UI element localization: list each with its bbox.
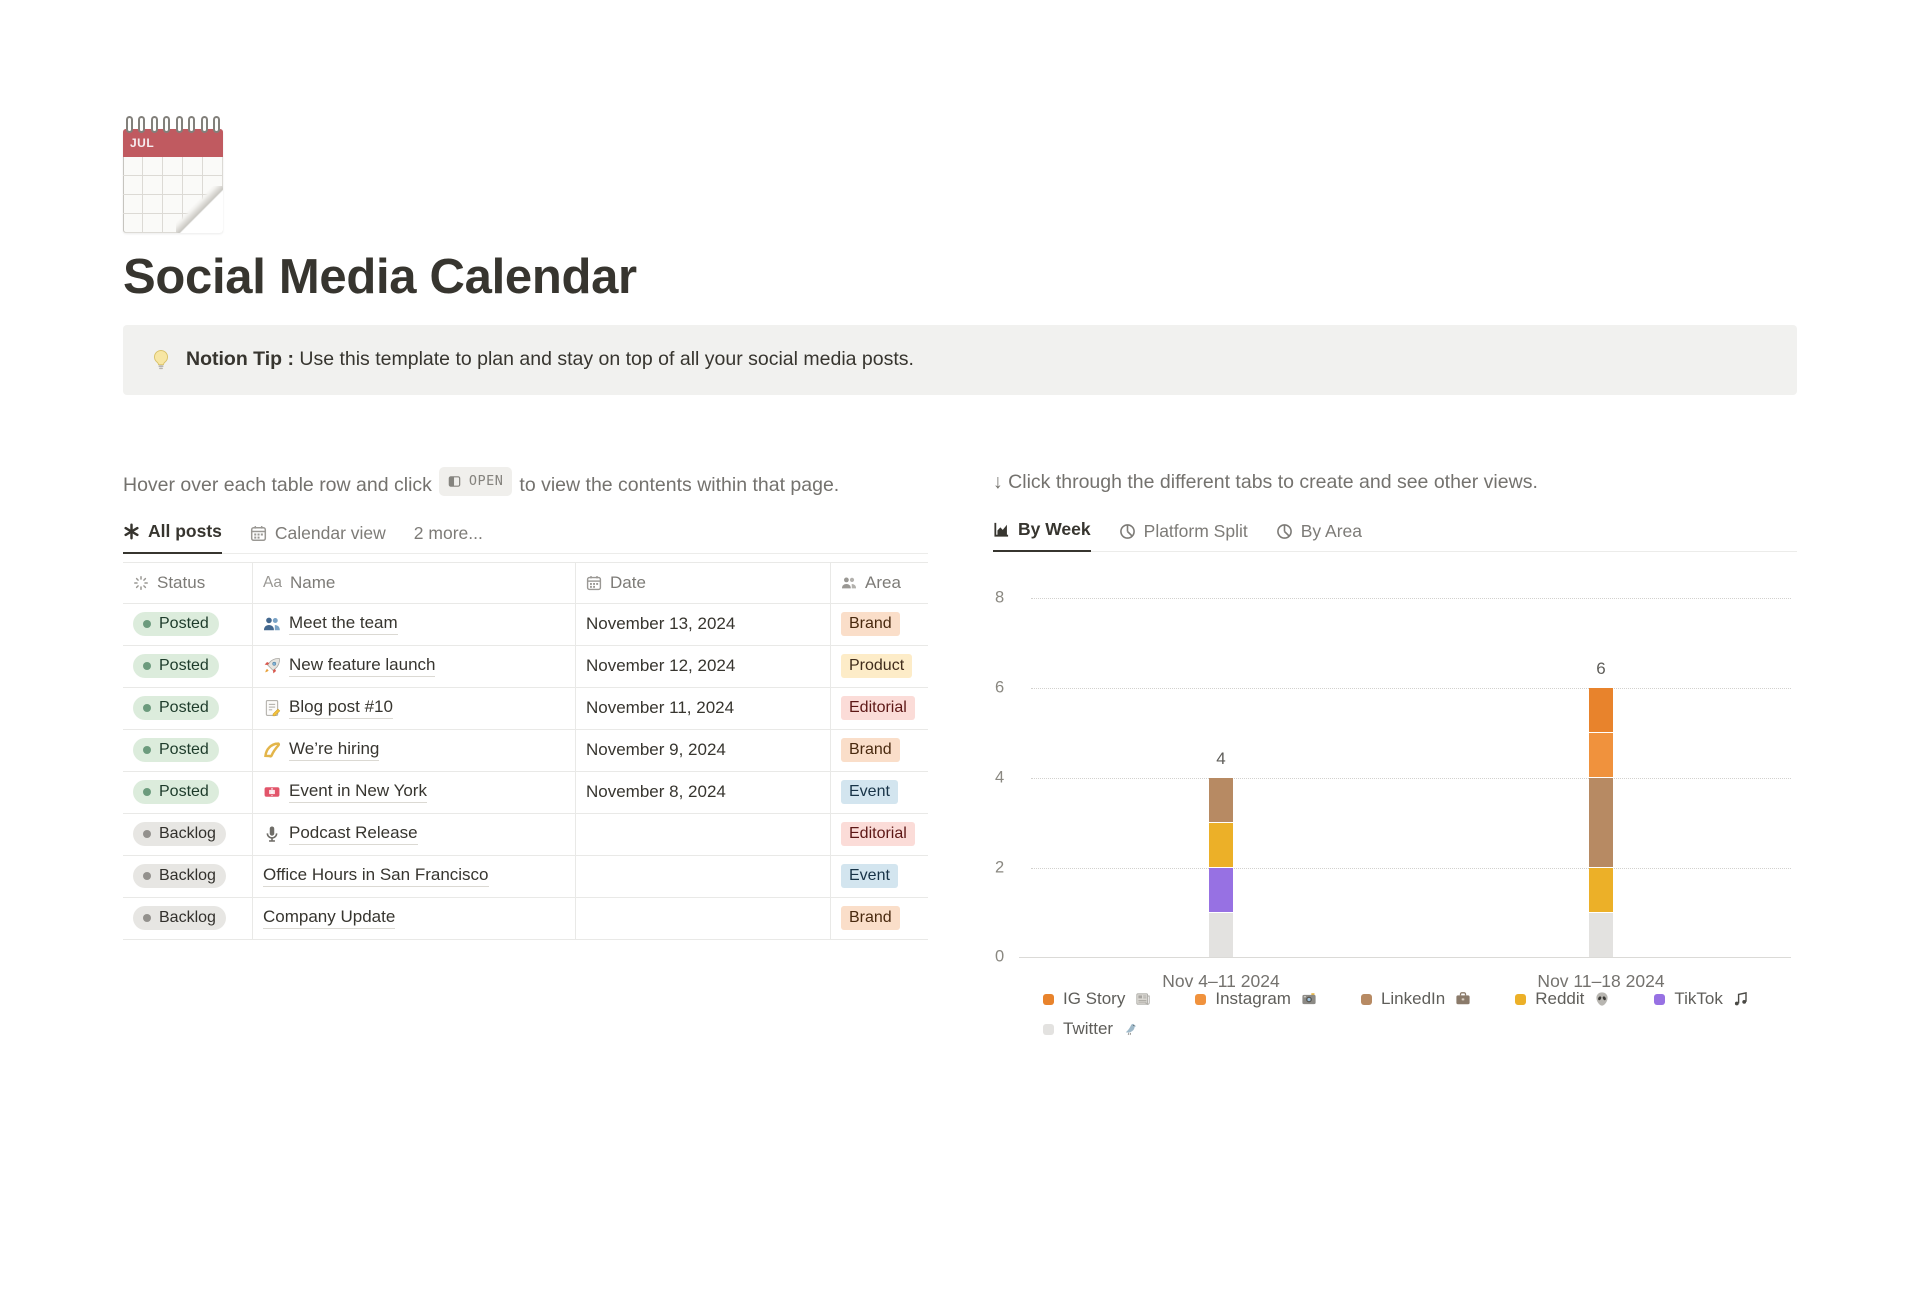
x-axis-line	[1019, 957, 1791, 958]
notion-tip-callout	[123, 325, 1797, 395]
table-row[interactable]	[123, 646, 928, 688]
area-cell[interactable]	[830, 604, 928, 645]
column-header-status[interactable]	[123, 563, 252, 603]
posts-table	[123, 562, 928, 940]
page-link-title[interactable]: Event in New York	[289, 781, 427, 803]
callout-bold-text: Notion Tip :	[186, 348, 294, 371]
area-cell[interactable]	[830, 856, 928, 897]
light-bulb-icon	[150, 349, 172, 371]
column-header-label: Status	[157, 572, 206, 592]
column-header-area[interactable]	[830, 563, 928, 603]
tab-all-posts[interactable]	[123, 521, 222, 554]
status-cell[interactable]	[123, 772, 252, 813]
open-button-badge	[439, 467, 513, 496]
aa-icon: Aa	[263, 573, 282, 591]
tab-by-area[interactable]	[1276, 521, 1362, 552]
x-axis-category-label: Nov 11–18 2024	[1537, 971, 1665, 992]
column-header-label: Area	[865, 572, 901, 592]
bar-segment-twitter	[1209, 913, 1233, 958]
bar-segment-reddit	[1589, 868, 1613, 913]
name-cell[interactable]	[252, 772, 575, 813]
area-cell[interactable]	[830, 898, 928, 939]
calendar-rings	[126, 116, 220, 133]
table-row[interactable]	[123, 688, 928, 730]
calendar-month-label: JUL	[130, 136, 155, 150]
column-header-date[interactable]	[575, 563, 830, 603]
date-cell[interactable]	[575, 772, 830, 813]
x-axis-category-label: Nov 4–11 2024	[1162, 971, 1280, 992]
date-cell[interactable]	[575, 730, 830, 771]
open-label: OPEN	[468, 472, 504, 489]
legend-item-linkedin	[1361, 989, 1471, 1009]
status-badge[interactable]	[133, 864, 226, 888]
busts-icon	[263, 615, 281, 633]
status-cell[interactable]	[123, 856, 252, 897]
area-tag[interactable]: Brand	[841, 612, 900, 636]
status-badge[interactable]	[133, 654, 219, 678]
tab-label: 2 more...	[413, 522, 483, 543]
asterisk-icon	[123, 523, 140, 540]
alien-icon	[1593, 991, 1610, 1007]
ticket-icon	[263, 783, 281, 801]
table-header-row	[123, 563, 928, 604]
area-cell[interactable]	[830, 772, 928, 813]
chart-section	[993, 467, 1797, 1040]
chart-hint-text: ↓ Click through the different tabs to create and see other views.	[993, 470, 1538, 493]
legend-label: Reddit	[1535, 989, 1585, 1009]
area-tag[interactable]: Brand	[841, 906, 900, 930]
status-badge[interactable]	[133, 738, 219, 762]
column-header-label: Date	[610, 572, 646, 592]
status-cell[interactable]	[123, 730, 252, 771]
page-icon-spiral-calendar[interactable]	[123, 116, 223, 233]
legend-item-reddit	[1515, 989, 1610, 1009]
gridline-y8	[1031, 598, 1791, 599]
tab-label: All posts	[148, 520, 222, 541]
status-dot	[143, 872, 151, 880]
page-link-title[interactable]: Office Hours in San Francisco	[263, 865, 489, 887]
area-cell[interactable]	[830, 730, 928, 771]
bar-segment-tiktok	[1209, 868, 1233, 913]
pie-chart-icon	[1276, 523, 1293, 540]
people-icon	[841, 575, 857, 591]
bar-segment-ig-story	[1589, 688, 1613, 733]
status-cell[interactable]	[123, 646, 252, 687]
area-tag[interactable]: Event	[841, 780, 898, 804]
name-cell[interactable]	[252, 688, 575, 729]
camera-icon	[1300, 991, 1317, 1007]
chart-legend	[1043, 989, 1818, 1039]
tab-calendar-view[interactable]	[250, 523, 386, 554]
status-label: Posted	[159, 741, 209, 758]
y-axis-tick-0: 0	[995, 947, 1005, 966]
legend-label: Instagram	[1215, 989, 1291, 1009]
hint-before: Hover over each table row and click	[123, 473, 432, 496]
legend-item-tiktok	[1654, 989, 1749, 1009]
status-dot	[143, 914, 151, 922]
date-value: November 9, 2024	[586, 740, 726, 759]
page-link-title[interactable]: We’re hiring	[289, 739, 379, 761]
page-title: Social Media Calendar	[123, 250, 637, 304]
bar-segment-linkedin	[1589, 778, 1613, 868]
legend-item-ig-story	[1043, 989, 1151, 1009]
gridline-y2	[1031, 868, 1791, 869]
status-cell[interactable]	[123, 898, 252, 939]
area-tag[interactable]: Brand	[841, 738, 900, 762]
date-cell[interactable]	[575, 898, 830, 939]
legend-swatch	[1654, 994, 1665, 1005]
column-header-label: Name	[289, 572, 336, 592]
chart-view-tabs	[993, 519, 1797, 552]
date-cell[interactable]	[575, 646, 830, 687]
y-axis-tick-4: 4	[995, 768, 1005, 787]
area-tag[interactable]: Product	[841, 654, 912, 678]
calendar-body	[123, 129, 223, 233]
tab-label: By Area	[1300, 521, 1362, 542]
legend-item-twitter	[1043, 1019, 1139, 1039]
date-value: November 8, 2024	[586, 782, 726, 801]
boomerang-icon	[263, 741, 281, 759]
table-hint-text	[123, 467, 928, 501]
status-dot	[143, 620, 151, 628]
legend-label: IG Story	[1063, 989, 1126, 1009]
table-row[interactable]	[123, 814, 928, 856]
legend-swatch	[1043, 994, 1054, 1005]
area-cell[interactable]	[830, 814, 928, 855]
y-axis-tick-8: 8	[995, 588, 1005, 607]
page-link-title[interactable]: Company Update	[263, 907, 395, 929]
bar-segment-reddit	[1209, 823, 1233, 868]
calendar-icon	[250, 525, 267, 542]
table-row[interactable]	[123, 898, 928, 940]
bar-segment-instagram	[1589, 733, 1613, 778]
status-spinner-icon	[133, 575, 149, 591]
status-label: Posted	[159, 699, 209, 716]
status-label: Backlog	[159, 867, 216, 884]
bar-segment-twitter	[1589, 913, 1613, 958]
date-cell[interactable]	[575, 604, 830, 645]
date-cell[interactable]	[575, 814, 830, 855]
open-panel-icon	[447, 474, 462, 489]
status-dot	[143, 662, 151, 670]
tab-by-week[interactable]	[993, 519, 1091, 552]
stacked-bar-chart	[995, 588, 1791, 992]
page-link-title[interactable]: Meet the team	[289, 613, 398, 635]
gridline-y4	[1031, 778, 1791, 779]
status-badge[interactable]	[133, 696, 219, 720]
status-label: Posted	[159, 783, 209, 800]
status-cell[interactable]	[123, 688, 252, 729]
gridline-y6	[1031, 688, 1791, 689]
table-row[interactable]	[123, 856, 928, 898]
bar-segment-linkedin	[1209, 778, 1233, 823]
status-label: Posted	[159, 615, 209, 632]
rocket-icon	[263, 657, 281, 675]
calendar-month-band	[123, 129, 223, 157]
bar-value-label: 6	[1596, 659, 1606, 679]
date-value: November 13, 2024	[586, 614, 736, 633]
name-cell[interactable]	[252, 730, 575, 771]
area-cell[interactable]	[830, 688, 928, 729]
table-row[interactable]	[123, 604, 928, 646]
legend-label: Twitter	[1063, 1019, 1114, 1039]
music-note-icon	[1732, 991, 1749, 1007]
date-value: November 12, 2024	[586, 656, 736, 675]
briefcase-icon	[1454, 991, 1471, 1007]
notion-page	[0, 116, 1920, 1039]
name-cell[interactable]	[252, 604, 575, 645]
status-badge[interactable]	[133, 612, 219, 636]
legend-swatch	[1043, 1024, 1054, 1035]
bird-icon	[1122, 1021, 1139, 1037]
status-dot	[143, 704, 151, 712]
content-columns	[123, 467, 1797, 1040]
area-tag[interactable]: Editorial	[841, 696, 915, 720]
tab-label: Platform Split	[1143, 521, 1248, 542]
date-value: November 11, 2024	[586, 698, 735, 717]
tab-label: By Week	[1018, 519, 1091, 540]
calendar-page-curl	[176, 186, 223, 233]
table-row[interactable]	[123, 730, 928, 772]
date-cell[interactable]	[575, 688, 830, 729]
microphone-icon	[263, 825, 281, 843]
page-link-title[interactable]: Podcast Release	[289, 823, 418, 845]
area-tag[interactable]: Event	[841, 864, 898, 888]
callout-text	[186, 348, 914, 371]
status-cell[interactable]	[123, 814, 252, 855]
y-axis-tick-2: 2	[995, 858, 1005, 877]
table-section	[123, 467, 928, 1040]
status-dot	[143, 830, 151, 838]
status-label: Backlog	[159, 909, 216, 926]
column-header-name[interactable]	[252, 563, 575, 603]
legend-label: LinkedIn	[1380, 989, 1446, 1009]
pie-chart-icon	[1119, 523, 1136, 540]
area-cell[interactable]	[830, 646, 928, 687]
calendar-icon	[586, 575, 602, 591]
name-cell[interactable]	[252, 856, 575, 897]
date-cell[interactable]	[575, 856, 830, 897]
memo-icon	[263, 699, 281, 717]
callout-body-text: Use this template to plan and stay on top of all your social media posts.	[293, 348, 914, 371]
y-axis-tick-6: 6	[995, 678, 1005, 697]
legend-swatch	[1361, 994, 1372, 1005]
tab-platform-split[interactable]	[1119, 521, 1248, 552]
newspaper-icon	[1134, 991, 1151, 1007]
area-tag[interactable]: Editorial	[841, 822, 915, 846]
bar-value-label: 4	[1216, 748, 1226, 768]
table-row[interactable]	[123, 772, 928, 814]
status-label: Posted	[159, 657, 209, 674]
database-view-tabs	[123, 521, 928, 554]
name-cell[interactable]	[252, 898, 575, 939]
name-cell[interactable]	[252, 646, 575, 687]
status-badge[interactable]	[133, 780, 219, 804]
page-link-title[interactable]: Blog post #10	[289, 697, 393, 719]
bar-chart-icon	[993, 521, 1010, 538]
name-cell[interactable]	[252, 814, 575, 855]
legend-label: TikTok	[1674, 989, 1723, 1009]
tab-label: Calendar view	[274, 522, 386, 543]
hint-after: to view the contents within that page.	[519, 473, 840, 496]
status-dot	[143, 788, 151, 796]
bar-nov-4-11-2024	[1209, 778, 1233, 958]
status-label: Backlog	[159, 825, 216, 842]
status-badge[interactable]	[133, 822, 226, 846]
tab-2-more[interactable]	[414, 523, 483, 554]
page-link-title[interactable]: New feature launch	[289, 655, 435, 677]
status-dot	[143, 746, 151, 754]
status-badge[interactable]	[133, 906, 226, 930]
legend-swatch	[1195, 994, 1206, 1005]
status-cell[interactable]	[123, 604, 252, 645]
legend-item-instagram	[1195, 989, 1317, 1009]
bar-nov-11-18-2024	[1589, 688, 1613, 957]
legend-swatch	[1515, 994, 1526, 1005]
